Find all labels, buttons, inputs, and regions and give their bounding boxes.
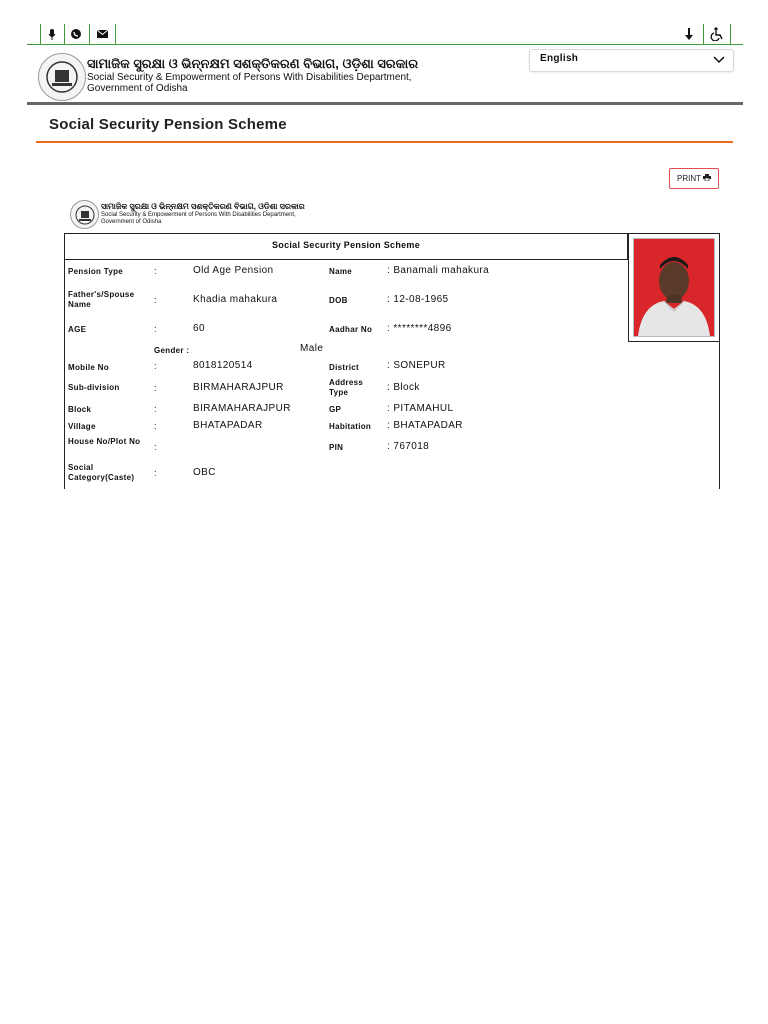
topbar-bottom-line [27, 44, 743, 45]
download-icon[interactable] [677, 24, 701, 44]
department-name [87, 72, 412, 94]
colon: : [154, 266, 157, 276]
card-emblem-logo [70, 200, 99, 229]
colon: : [154, 361, 157, 371]
card-department-line2: Government of Odisha [101, 219, 162, 225]
social-category-value: OBC [193, 467, 216, 478]
gp-value: : PITAMAHUL [387, 403, 454, 414]
department-odia-title: ସାମାଜିକ ସୁରକ୍ଷା ଓ ଭିନ୍ନକ୍ଷମ ସଶକ୍ତିକରଣ ବିଭାଗ, ଓଡ଼ିଶା ସରକାର [87, 56, 419, 71]
mail-icon[interactable] [90, 24, 114, 44]
habitation-label: Habitation [329, 422, 372, 431]
pension-type-value: Old Age Pension [193, 265, 274, 276]
language-select[interactable] [529, 49, 734, 72]
page-title: Social Security Pension Scheme [49, 116, 287, 133]
department-name-line1: Social Security & Empowerment of Persons With Disabilities Department, [87, 72, 412, 83]
block-label: Block [68, 405, 92, 414]
father-spouse-value: Khadia mahakura [193, 294, 278, 305]
name-text: Banamali mahakura [393, 265, 490, 276]
header-divider [27, 102, 743, 105]
chevron-down-icon [713, 53, 725, 67]
colon: : [154, 421, 157, 431]
district-text: SONEPUR [393, 360, 446, 371]
address-type-value: : Block [387, 382, 420, 393]
gender-label-text: Gender [154, 346, 184, 355]
gp-label: GP [329, 405, 342, 414]
colon: : [154, 468, 157, 478]
mobile-label: Mobile No [68, 363, 109, 372]
beneficiary-photo [633, 238, 715, 337]
accessibility-icon[interactable] [705, 24, 729, 44]
age-value: 60 [193, 323, 205, 334]
pin-label: PIN [329, 443, 344, 452]
card-department-line1: Social Security & Empowerment of Persons With Disabilities Department, [101, 212, 296, 218]
colon: : [154, 295, 157, 305]
village-value: BHATAPADAR [193, 420, 263, 431]
print-button-label: PRINT [677, 174, 701, 183]
gender-value: Male [300, 343, 324, 354]
pin-value: : 767018 [387, 441, 430, 452]
card-scheme-title: Social Security Pension Scheme [271, 240, 421, 250]
village-label: Village [68, 422, 96, 431]
card-odia-title: ସାମାଜିକ ସୁରକ୍ଷା ଓ ଭିନ୍ନକ୍ଷମ ସଶକ୍ତିକରଣ ବିଭାଗ, ଓଡ଼ିଶା ସରକାର [101, 202, 305, 211]
colon: : [154, 383, 157, 393]
phone-icon[interactable] [64, 24, 88, 44]
social-category-label: Social Category(Caste) [68, 463, 135, 482]
language-selected-value: English [540, 53, 579, 64]
subdivision-value: BIRMAHARAJPUR [193, 382, 284, 393]
gp-text: PITAMAHUL [393, 403, 454, 414]
dob-text: 12-08-1965 [393, 294, 449, 305]
microphone-icon[interactable] [40, 24, 64, 44]
name-label: Name [329, 267, 352, 276]
address-type-label: Address Type [329, 378, 364, 397]
dob-value: : 12-08-1965 [387, 294, 449, 305]
department-name-line2: Government of Odisha [87, 83, 188, 94]
topbar-divider [703, 24, 704, 44]
aadhar-text: ********4896 [393, 323, 452, 334]
printer-icon [703, 174, 711, 183]
district-label: District [329, 363, 359, 372]
topbar-divider [115, 24, 116, 44]
print-button[interactable] [669, 168, 719, 189]
block-value: BIRAMAHARAJPUR [193, 403, 291, 414]
aadhar-label: Aadhar No [329, 325, 373, 334]
father-spouse-label: Father's/Spouse Name [68, 290, 135, 309]
odisha-emblem-logo[interactable] [38, 53, 86, 101]
dob-label: DOB [329, 296, 348, 305]
gender-label: Gender : [154, 346, 190, 355]
topbar-divider [730, 24, 731, 44]
colon: : [154, 324, 157, 334]
district-value: : SONEPUR [387, 360, 446, 371]
subdivision-label: Sub-division [68, 383, 120, 392]
habitation-text: BHATAPADAR [393, 420, 463, 431]
colon: : [154, 404, 157, 414]
mobile-value: 8018120514 [193, 360, 253, 371]
address-type-text: Block [393, 382, 420, 393]
name-value: : Banamali mahakura [387, 265, 490, 276]
colon: : [154, 442, 157, 452]
aadhar-value: : ********4896 [387, 323, 452, 334]
title-underline [36, 141, 733, 143]
pension-type-label: Pension Type [68, 267, 124, 276]
pin-text: 767018 [393, 441, 430, 452]
age-label: AGE [68, 325, 87, 334]
card-department-name [101, 212, 296, 226]
habitation-value: : BHATAPADAR [387, 420, 463, 431]
house-no-label: House No/Plot No [68, 437, 141, 446]
